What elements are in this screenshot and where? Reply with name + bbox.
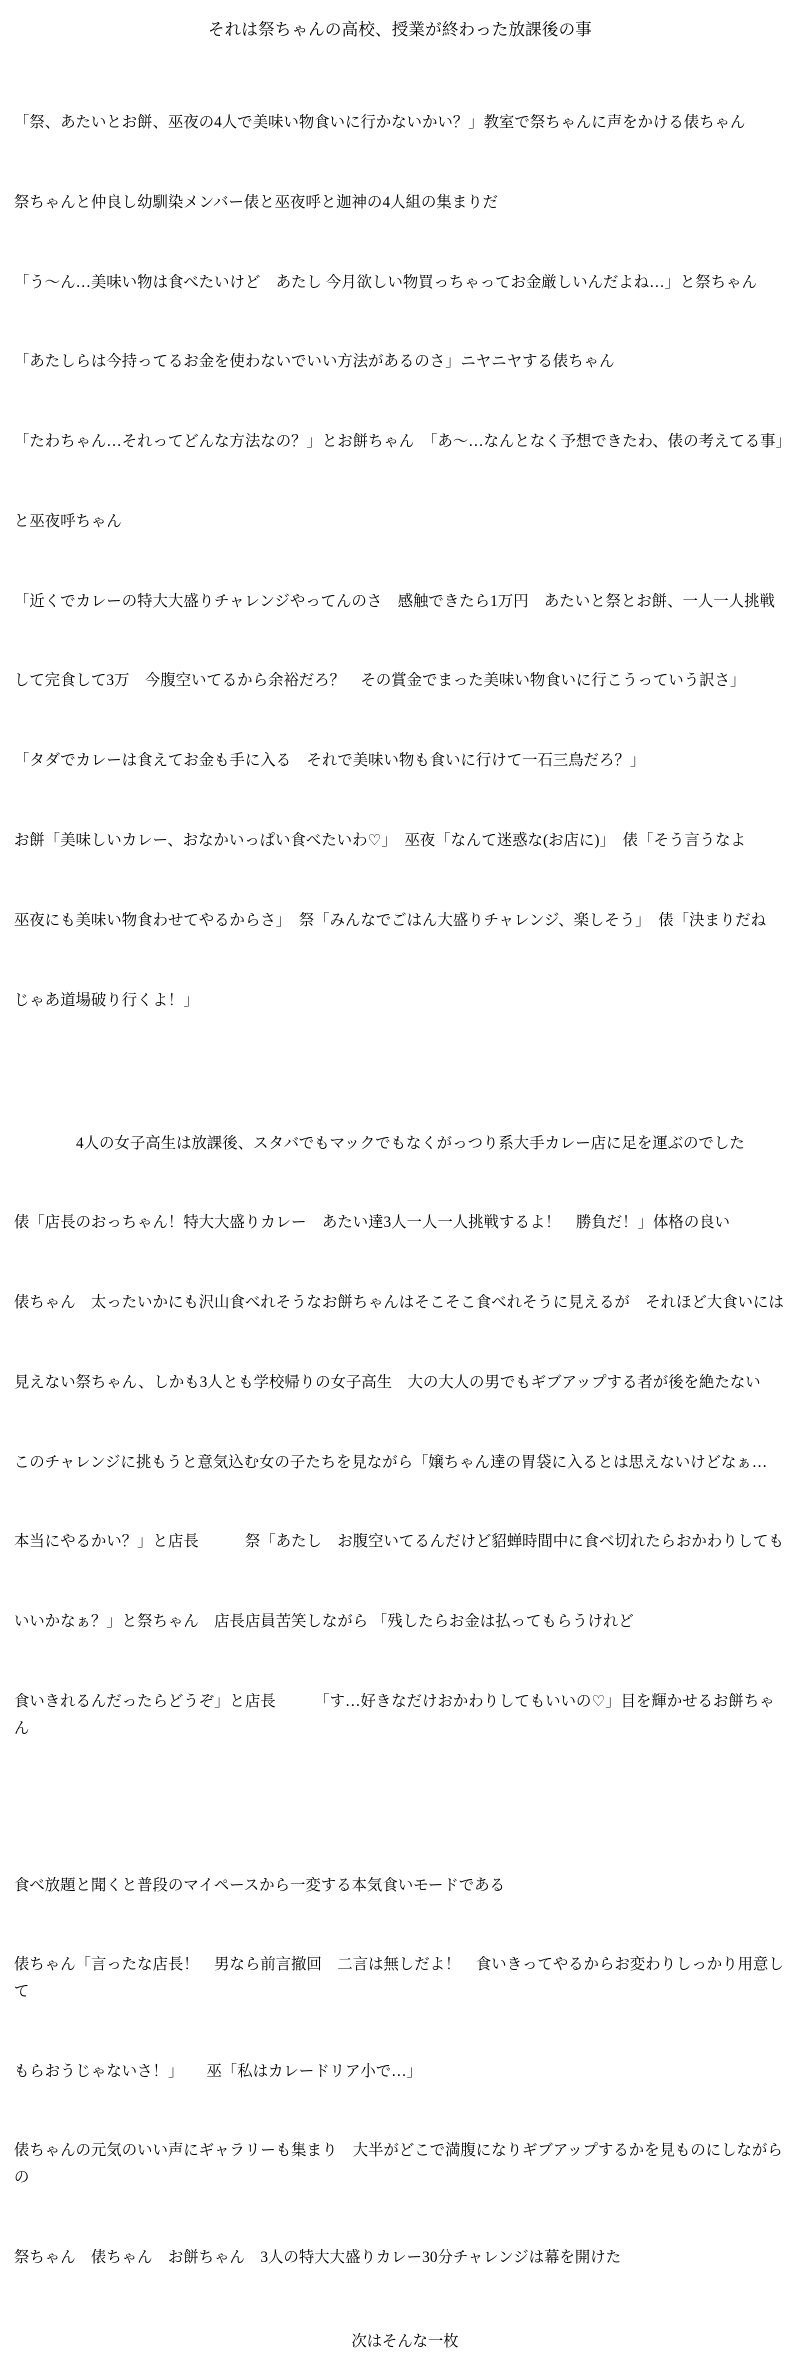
text-line: 食べ放題と聞くと普段のマイペースから一変する本気食いモードである <box>14 1876 506 1894</box>
text-line: 「あたしらは今持ってるお金を使わないでいい方法があるのさ」ニヤニヤする俵ちゃん <box>14 353 615 371</box>
text-line: いいかなぁ？」と祭ちゃん 店長店員苦笑しながら 「残したらお金は払ってもらうけれど <box>14 1613 634 1631</box>
text-line: 祭ちゃん 俵ちゃん お餅ちゃん 3人の特大大盛りカレー30分チャレンジは幕を開けた <box>14 2248 622 2266</box>
text-line: 俵ちゃんの元気のいい声にギャラリーも集まり 大半がどこで満腹になりギブアップするかを見ものにしながらの <box>14 2142 783 2187</box>
text-line: 俵ちゃん「言ったな店長！ 男なら前言撤回 二言は無しだよ！ 食いきってやるからお変わりしっかり用意して <box>14 1956 784 2000</box>
text-line: 俵「店長のおっちゃん！特大大盛りカレー あたい達3人一人一人挑戦するよ！ 勝負だ！」体格の良い <box>14 1214 731 1232</box>
text-line: 俵ちゃん 太ったいかにも沢山食べれそうなお餅ちゃんはそこそこ食べれそうに見えるが それほど大食いには <box>14 1294 784 1312</box>
page-title: それは祭ちゃんの高校、授業が終わった放課後の事 <box>208 20 592 39</box>
text-line: 食いきれるんだったらどうぞ」と店長 「す…好きなだけおかわりしてもいいの♡」目を輝かせるお餅ちゃん <box>14 1692 775 1737</box>
text-line: と巫夜呼ちゃん <box>14 512 122 530</box>
text-line: 「祭、あたいとお餅、巫夜の4人で美味い物食いに行かないかい？」教室で祭ちゃんに声をかける俵ちゃん <box>14 113 746 131</box>
text-line: 巫夜にも美味い物食わせてやるからさ」 祭「みんなでごはん大盛りチャレンジ、楽しそう」 俵「決まりだね <box>14 911 767 929</box>
text-line: 祭ちゃんと仲良し幼馴染メンバー俵と巫夜呼と迦神の4人組の集まりだ <box>14 193 498 211</box>
text-line: して完食して3万 今腹空いてるから余裕だろ？ その賞金でまった美味い物食いに行こうっていう訳さ」 <box>14 672 746 690</box>
text-line: 「近くでカレーの特大大盛りチャレンジやってんのさ 感触できたら1万円 あたいと祭とお餅、一人一人挑戦 <box>14 592 775 610</box>
section-two <box>14 1077 786 1795</box>
text-line: お餅「美味しいカレー、おなかいっぱい食べたいわ♡」 巫夜「なんて迷惑な(お店に)」 俵「そう言うなよ <box>14 831 746 849</box>
text-line-lead: 4人の女子高生は放課後、スタバでもマックでもなくがっつり系大手カレー店に足を運ぶのでした <box>76 1134 745 1152</box>
text-line: 本当にやるかい？」と店長 祭「あたし お腹空いてるんだけど貂蝉時間中に食べ切れたらおかわりしても <box>14 1533 784 1551</box>
text-line: このチャレンジに挑もうと意気込む女の子たちを見ながら「嬢ちゃん達の胃袋に入るとは思えないけどなぁ… <box>14 1453 768 1471</box>
section-one <box>14 57 791 1068</box>
text-line: じゃあ道場破り行くよ！」 <box>14 991 199 1009</box>
text-line: 「たわちゃん…それってどんな方法なの？」とお餅ちゃん 「あ～…なんとなく予想できたわ、俵の考えてる事」 <box>14 433 791 451</box>
text-line: 「タダでカレーは食えてお金も手に入る それで美味い物も食いに行けて一石三鳥だろ？」 <box>14 752 646 770</box>
text-line: 見えない祭ちゃん、しかも3人とも学校帰りの女子高生 大の大人の男でもギブアップする者が後を絶たない <box>14 1373 761 1391</box>
section-three <box>14 1819 786 2324</box>
section-gap <box>14 1067 786 1077</box>
text-line: 「う～ん…美味い物は食べたいけど あたし 今月欲しい物買っちゃってお金厳しいんだよね…」と祭ちゃん <box>14 273 757 291</box>
closing-line: 次はそんな一枚 <box>351 2332 459 2350</box>
section-gap <box>14 1795 786 1819</box>
text-line: もらおうじゃないさ！」 巫「私はカレードリア小で…」 <box>14 2062 423 2080</box>
